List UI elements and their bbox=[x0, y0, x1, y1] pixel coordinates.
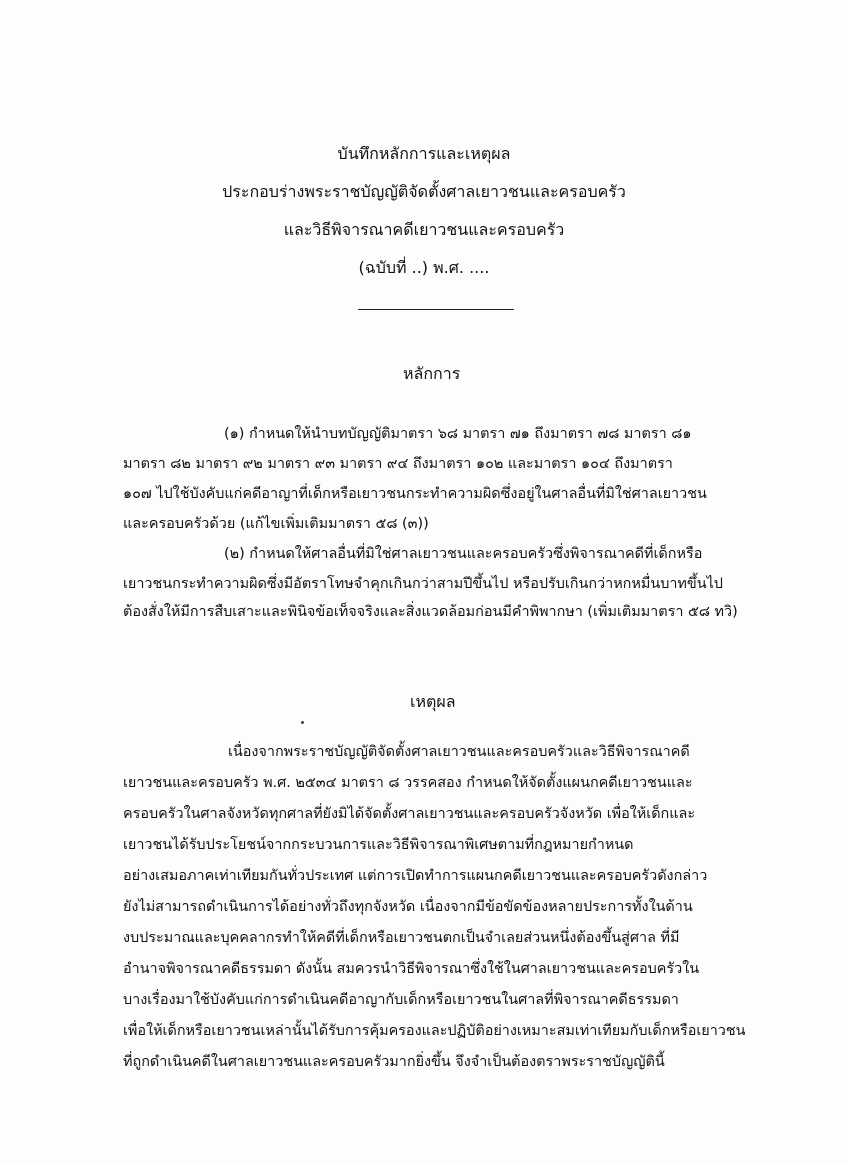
memo-subtitle-2: และวิธีพิจารณาคดีเยาวชนและครอบครัว bbox=[283, 220, 565, 239]
scan-speck bbox=[301, 721, 304, 724]
principles-line: มาตรา ๘๒ มาตรา ๙๒ มาตรา ๙๓ มาตรา ๙๔ ถึงมาตรา ๑๐๒ และมาตรา ๑๐๔ ถึงมาตรา bbox=[123, 456, 673, 472]
reasons-line: เยาวชนได้รับประโยชน์จากกระบวนการและวิธีพิจารณาพิเศษตามที่กฎหมายกำหนด bbox=[123, 837, 634, 853]
memo-edition: (ฉบับที่ ..) พ.ศ. .... bbox=[358, 258, 490, 277]
principles-line: ต้องสั่งให้มีการสืบเสาะและพินิจข้อเท็จจริงและสิ่งแวดล้อมก่อนมีคำพิพากษา (เพิ่มเติมมาตรา ๕๘ ทวิ) bbox=[123, 604, 738, 620]
principles-line: (๑) กำหนดให้นำบทบัญญัติมาตรา ๖๘ มาตรา ๗๑ ถึงมาตรา ๗๘ มาตรา ๘๑ bbox=[224, 426, 692, 442]
principles-line: และครอบครัวด้วย (แก้ไขเพิ่มเติมมาตรา ๕๘ (๓)) bbox=[123, 516, 429, 532]
reasons-heading: เหตุผล bbox=[410, 692, 456, 711]
reasons-line: อย่างเสมอภาคเท่าเทียมกันทั่วประเทศ แต่การเปิดทำการแผนกคดีเยาวชนและครอบครัวดังกล่าว bbox=[123, 868, 708, 884]
memo-subtitle-1: ประกอบร่างพระราชบัญญัติจัดตั้งศาลเยาวชนและครอบครัว bbox=[222, 182, 626, 201]
principles-line: (๒) กำหนดให้ศาลอื่นที่มิใช่ศาลเยาวชนและครอบครัวซึ่งพิจารณาคดีที่เด็กหรือ bbox=[224, 546, 703, 562]
reasons-line: ยังไม่สามารถดำเนินการได้อย่างทั่วถึงทุกจังหวัด เนื่องจากมีข้อขัดข้องหลายประการทั้งในด้าน bbox=[123, 899, 693, 915]
reasons-line: บางเรื่องมาใช้บังคับแก่การดำเนินคดีอาญากับเด็กหรือเยาวชนในศาลที่พิจารณาคดีธรรมดา bbox=[123, 992, 679, 1008]
reasons-line: งบประมาณและบุคคลากรทำให้คดีที่เด็กหรือเยาวชนตกเป็นจำเลยส่วนหนึ่งต้องขึ้นสู่ศาล ที่มี bbox=[123, 930, 680, 946]
memo-title: บันทึกหลักการและเหตุผล bbox=[337, 144, 511, 163]
principles-line: ๑๐๗ ไปใช้บังคับแก่คดีอาญาที่เด็กหรือเยาวชนกระทำความผิดซึ่งอยู่ในศาลอื่นที่มิใช่ศาลเยาวชน bbox=[123, 486, 707, 502]
reasons-line: เพื่อให้เด็กหรือเยาวชนเหล่านั้นได้รับการคุ้มครองและปฏิบัติอย่างเหมาะสมเท่าเทียมกับเด็กหรือเยาวชน bbox=[123, 1023, 746, 1039]
reasons-line: อำนาจพิจารณาคดีธรรมดา ดังนั้น สมควรนำวิธีพิจารณาซึ่งใช้ในศาลเยาวชนและครอบครัวใน bbox=[123, 961, 700, 977]
principles-line: เยาวชนกระทำความผิดซึ่งมีอัตราโทษจำคุกเกินกว่าสามปีขึ้นไป หรือปรับเกินกว่าหกหมื่นบาทขึ้นไป bbox=[123, 576, 723, 592]
reasons-line: ครอบครัวในศาลจังหวัดทุกศาลที่ยังมิได้จัดตั้งศาลเยาวชนและครอบครัวจังหวัด เพื่อให้เด็กและ bbox=[123, 806, 696, 822]
title-divider bbox=[358, 309, 514, 310]
reasons-line: ที่ถูกดำเนินคดีในศาลเยาวชนและครอบครัวมากยิ่งขึ้น จึงจำเป็นต้องตราพระราชบัญญัตินี้ bbox=[123, 1054, 665, 1070]
principles-heading: หลักการ bbox=[403, 364, 461, 383]
reasons-line: เนื่องจากพระราชบัญญัติจัดตั้งศาลเยาวชนและครอบครัวและวิธีพิจารณาคดี bbox=[228, 744, 690, 760]
reasons-line: เยาวชนและครอบครัว พ.ศ. ๒๕๓๔ มาตรา ๘ วรรคสอง กำหนดให้จัดตั้งแผนกคดีเยาวชนและ bbox=[123, 775, 693, 791]
